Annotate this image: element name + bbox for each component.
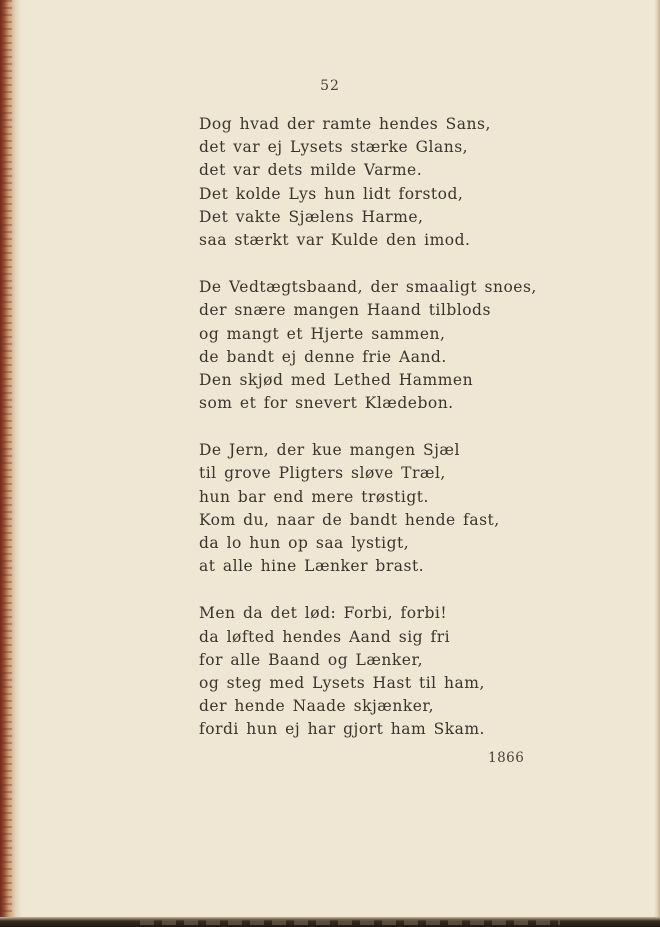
page-right-edge (654, 0, 660, 927)
poem-line: og mangt et Hjerte sammen, (199, 324, 446, 343)
poem-line: til grove Pligters sløve Træl, (199, 464, 446, 483)
poem-line: der snære mangen Haand tilblods (199, 301, 491, 320)
poem-line: De Jern, der kue mangen Sjæl (199, 441, 460, 460)
poem-line: og steg med Lysets Hast til ham, (199, 673, 485, 692)
poem-line: de bandt ej denne frie Aand. (199, 347, 447, 366)
poem-line: Men da det lød: Forbi, forbi! (199, 604, 448, 623)
binding-stitching (2, 0, 12, 927)
poem-line: De Vedtægtsbaand, der smaaligt snoes, (199, 278, 537, 297)
page-number: 52 (320, 78, 340, 94)
stanza-1 (199, 113, 529, 252)
poem-line: som et for snevert Klædebon. (199, 394, 454, 413)
poem-line: for alle Baand og Lænker, (199, 650, 424, 669)
poem-line: at alle hine Lænker brast. (199, 557, 425, 576)
stanza-3 (199, 439, 529, 578)
poem-line: hun bar end mere trøstigt. (199, 487, 429, 506)
bottom-edge-texture (140, 920, 560, 925)
poem-line: det var ej Lysets stærke Glans, (199, 138, 469, 157)
poem-line: Kom du, naar de bandt hende fast, (199, 510, 500, 529)
stanza-2 (199, 276, 537, 415)
poem-line: saa stærkt var Kulde den imod. (199, 230, 471, 249)
poem (199, 113, 537, 766)
poem-line: da løfted hendes Aand sig fri (199, 627, 451, 646)
poem-line: Dog hvad der ramte hendes Sans, (199, 115, 491, 133)
poem-line: Det kolde Lys hun lidt forstod, (199, 184, 464, 203)
poem-line: Det vakte Sjælens Harme, (199, 207, 424, 226)
poem-line: fordi hun ej har gjort ham Skam. (199, 720, 485, 739)
poem-year: 1866 (488, 750, 525, 766)
stanza-4 (199, 602, 529, 741)
poem-line: da lo hun op saa lystigt, (199, 534, 410, 552)
poem-line: der hende Naade skjænker, (199, 697, 435, 716)
poem-line: Den skjød med Lethed Hammen (199, 370, 474, 389)
poem-line: det var dets milde Varme. (199, 161, 423, 180)
